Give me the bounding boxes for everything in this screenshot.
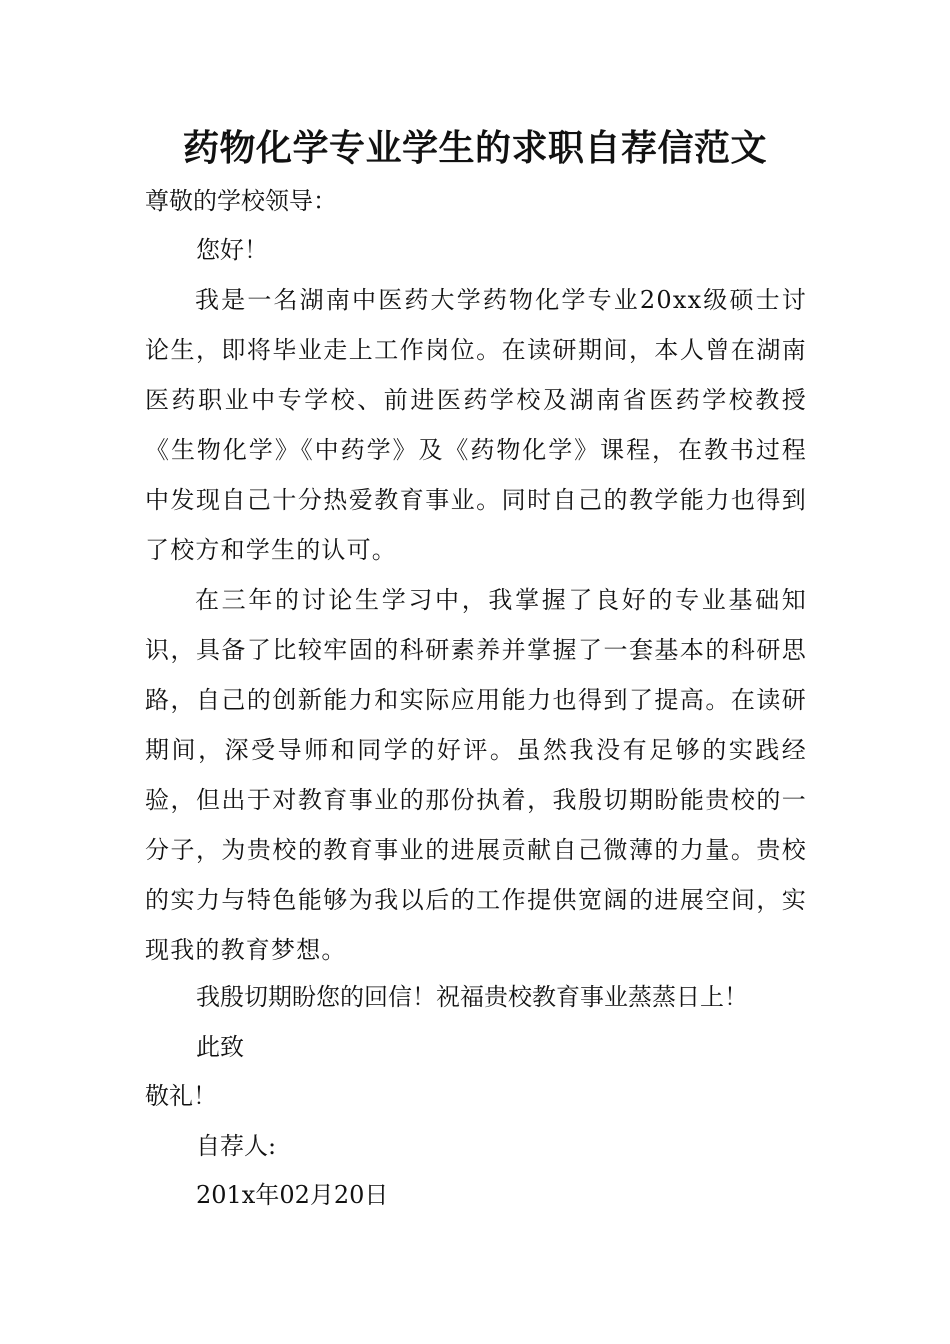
greeting: 您好！ bbox=[196, 236, 268, 264]
letter-date: 201x年02月20日 bbox=[196, 1181, 389, 1209]
body-paragraph-1: 我是一名湖南中医药大学药物化学专业20xx级硕士讨论生，即将毕业走上工作岗位。在读研期间，本人曾在湖南医药职业中专学校、前进医药学校及湖南省医药学校教授《生物化学》《中药学》及《药物化学》课程，在教书过程中发现自己十分热爱教育事业。同时自己的教学能力也得到了校方和学生的认可。 bbox=[145, 286, 807, 564]
signer-label: 自荐人: bbox=[196, 1132, 277, 1160]
closing-wish: 我殷切期盼您的回信！祝福贵校教育事业蒸蒸日上！ bbox=[196, 983, 748, 1011]
salutation: 尊敬的学校领导： bbox=[145, 187, 337, 215]
closing-respect-1: 此致 bbox=[196, 1033, 244, 1061]
body-paragraph-2: 在三年的讨论生学习中，我掌握了良好的专业基础知识，具备了比较牢固的科研素养并掌握了一套基本的科研思路，自己的创新能力和实际应用能力也得到了提高。在读研期间，深受导师和同学的好评。虽然我没有足够的实践经验，但出于对教育事业的那份执着，我殷切期盼能贵校的一分子，为贵校的教育事业的进展贡献自己微薄的力量。贵校的实力与特色能够为我以后的工作提供宽阔的进展空间，实现我的教育梦想。 bbox=[145, 586, 807, 964]
page-title: 药物化学专业学生的求职自荐信范文 bbox=[182, 128, 767, 169]
closing-respect-2: 敬礼！ bbox=[145, 1082, 217, 1110]
